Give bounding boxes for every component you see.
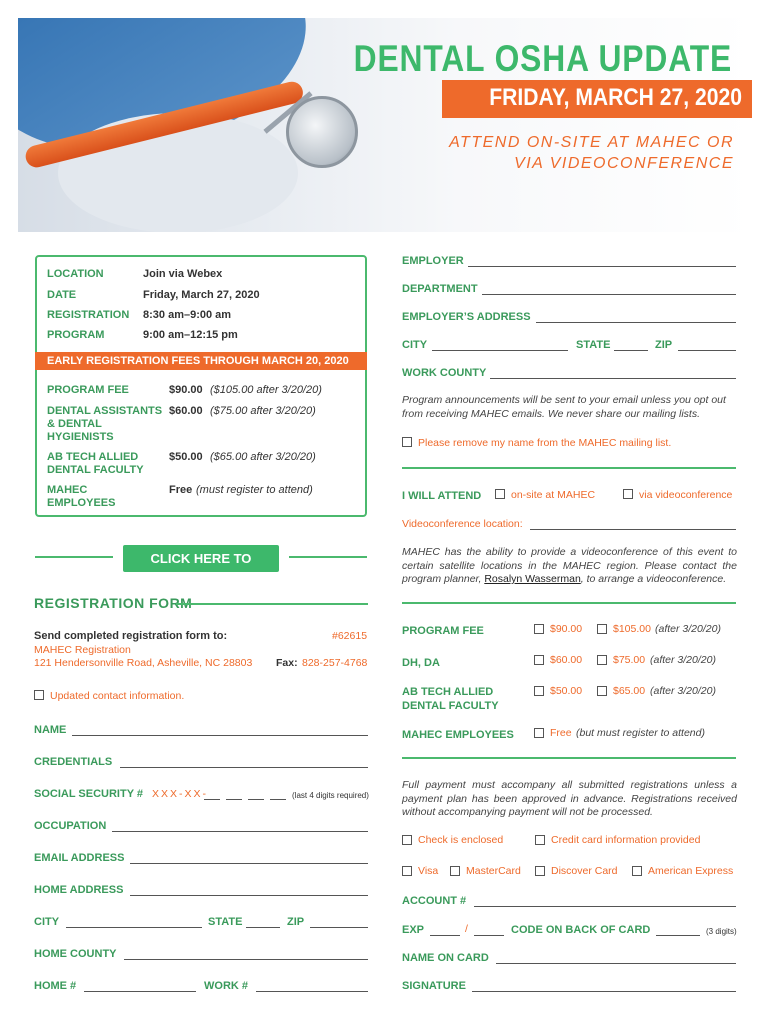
ssn-digit-4[interactable]	[270, 799, 286, 800]
discover-checkbox[interactable]	[535, 866, 545, 876]
employers-address-label: EMPLOYER’S ADDRESS	[402, 311, 531, 323]
fee-after-mahec: (must register to attend)	[196, 484, 313, 496]
subtitle-line2: VIA VIDEOCONFERENCE	[514, 155, 734, 172]
ssn-digit-3[interactable]	[248, 799, 264, 800]
address-line2: 121 Hendersonville Road, Asheville, NC 28803	[34, 657, 253, 669]
payment-note: Full payment must accompany all submitted registrations unless a payment plan has been approved in advance. Registrations received without accompanying payment will not be processed.	[402, 779, 737, 818]
exp-month-field[interactable]	[430, 935, 460, 936]
program-fee-late-checkbox[interactable]	[597, 624, 607, 634]
will-attend-label: I WILL ATTEND	[402, 490, 482, 502]
program-fee-late-amount: $105.00	[613, 623, 651, 635]
videoconference-checkbox[interactable]	[623, 489, 633, 499]
mahec-free-checkbox[interactable]	[534, 728, 544, 738]
fee-amount-program: $90.00	[169, 384, 203, 396]
employer-city-label: CITY	[402, 339, 428, 351]
right-fee-label-mahec: MAHEC EMPLOYEES	[402, 729, 514, 741]
send-form-label: Send completed registration form to:	[34, 630, 228, 642]
registration-value: 8:30 am–9:00 am	[143, 309, 232, 321]
form-heading-rule	[176, 603, 368, 605]
work-county-field[interactable]	[490, 378, 736, 379]
video-para-text: MAHEC has the ability to provide a videoconference of this event to certain satellite locations in the MAHEC region. Please contact the program planner,	[402, 546, 737, 585]
name-on-card-field[interactable]	[496, 963, 736, 964]
subtitle-line1: ATTEND ON-SITE AT MAHEC OR	[449, 134, 734, 151]
zip-label: ZIP	[287, 916, 305, 928]
page-title	[354, 38, 732, 80]
fee-amount-assistants: $60.00	[169, 405, 203, 417]
attend-subtitle	[430, 132, 734, 174]
videoconference-label: via videoconference	[639, 489, 733, 501]
occupation-label: OCCUPATION	[34, 820, 107, 832]
mastercard-label: MasterCard	[466, 865, 521, 877]
registration-label: REGISTRATION	[47, 309, 130, 321]
fee-after-abtech: ($65.00 after 3/20/20)	[210, 451, 316, 463]
ssn-label: SOCIAL SECURITY #	[34, 788, 144, 800]
home-phone-field[interactable]	[84, 991, 196, 992]
abtech-fee-amount: $50.00	[550, 685, 583, 697]
employers-address-field[interactable]	[536, 322, 736, 323]
title-text: DENTAL OSHA UPDATE	[353, 38, 732, 79]
ssn-note: (last 4 digits required)	[292, 791, 369, 800]
video-para-end: , to arrange a videoconference.	[580, 573, 727, 585]
updated-contact-label: Updated contact information.	[50, 690, 185, 702]
click-here-to-register-button[interactable]: CLICK HERE TO REGISTER	[123, 545, 279, 572]
planner-link[interactable]: Rosalyn Wasserman	[484, 573, 581, 585]
early-registration-bar: EARLY REGISTRATION FEES THROUGH MARCH 20, 2020	[35, 352, 367, 370]
ssn-prefix: XXX-XX-	[152, 788, 209, 800]
state-field[interactable]	[246, 927, 280, 928]
ssn-digit-2[interactable]	[226, 799, 242, 800]
divider-right	[289, 556, 367, 558]
program-fee-amount: $90.00	[550, 623, 583, 635]
fee-label-mahec: MAHEC EMPLOYEES	[47, 484, 116, 509]
announcement-note: Program announcements will be sent to your email unless you opt out from receiving MAHEC emails. We never share our mailing lists.	[402, 394, 726, 420]
check-enclosed-label: Check is enclosed	[418, 834, 504, 846]
date-value: Friday, March 27, 2020	[143, 289, 260, 301]
signature-field[interactable]	[472, 991, 736, 992]
program-fee-late-note: (after 3/20/20)	[655, 623, 721, 635]
address-line1: MAHEC Registration	[34, 644, 131, 656]
onsite-checkbox[interactable]	[495, 489, 505, 499]
program-label: PROGRAM	[47, 329, 105, 341]
card-code-digits: (3 digits)	[706, 927, 737, 936]
dhda-fee-checkbox[interactable]	[534, 655, 544, 665]
home-county-label: HOME COUNTY	[34, 948, 117, 960]
home-county-field[interactable]	[124, 959, 368, 960]
form-number: #62615	[332, 630, 368, 642]
abtech-fee-late-amount: $65.00	[613, 685, 646, 697]
visa-checkbox[interactable]	[402, 866, 412, 876]
fee-after-program: ($105.00 after 3/20/20)	[210, 384, 322, 396]
name-label: NAME	[34, 724, 67, 736]
video-location-field[interactable]	[530, 529, 736, 530]
program-value: 9:00 am–12:15 pm	[143, 329, 238, 341]
card-code-field[interactable]	[656, 935, 700, 936]
event-date: FRIDAY, MARCH 27, 2020	[489, 84, 742, 111]
email-label: EMAIL ADDRESS	[34, 852, 125, 864]
dental-mirror-icon	[286, 96, 358, 168]
fee-amount-abtech: $50.00	[169, 451, 203, 463]
card-code-label: CODE ON BACK OF CARD	[511, 924, 651, 936]
fee-label-abtech: AB TECH ALLIED DENTAL FACULTY	[47, 451, 144, 476]
occupation-field[interactable]	[112, 831, 368, 832]
work-phone-label: WORK #	[204, 980, 248, 992]
fax-label: Fax:	[276, 657, 298, 669]
right-fee-label-abtech: AB TECH ALLIED DENTAL FACULTY	[402, 686, 499, 712]
fee-amount-mahec: Free	[169, 484, 193, 496]
work-phone-field[interactable]	[256, 991, 368, 992]
updated-contact-checkbox[interactable]	[34, 690, 44, 700]
date-label: DATE	[47, 289, 77, 301]
employer-zip-label: ZIP	[655, 339, 673, 351]
onsite-label: on-site at MAHEC	[511, 489, 596, 501]
remove-mailing-label: Please remove my name from the MAHEC mailing list.	[418, 437, 672, 449]
exp-label: EXP	[402, 924, 425, 936]
account-field[interactable]	[474, 906, 736, 907]
dhda-fee-late-note: (after 3/20/20)	[650, 654, 716, 666]
department-field[interactable]	[482, 294, 736, 295]
mahec-free-note: (but must register to attend)	[576, 727, 705, 739]
remove-mailing-checkbox[interactable]	[402, 437, 412, 447]
city-field[interactable]	[66, 927, 202, 928]
right-fee-label-dhda: DH, DA	[402, 657, 440, 669]
video-location-label: Videoconference location:	[402, 518, 523, 530]
visa-label: Visa	[418, 865, 439, 877]
divider-left	[35, 556, 113, 558]
dhda-fee-amount: $60.00	[550, 654, 583, 666]
credentials-field[interactable]	[120, 767, 368, 768]
fax-value: 828-257-4768	[302, 657, 368, 669]
ssn-digit-1[interactable]	[204, 799, 220, 800]
employer-state-label: STATE	[576, 339, 611, 351]
employer-field[interactable]	[468, 266, 736, 267]
employer-state-field[interactable]	[614, 350, 648, 351]
abtech-fee-checkbox[interactable]	[534, 686, 544, 696]
home-address-label: HOME ADDRESS	[34, 884, 124, 896]
amex-checkbox[interactable]	[632, 866, 642, 876]
program-fee-checkbox[interactable]	[534, 624, 544, 634]
city-label: CITY	[34, 916, 60, 928]
account-label: ACCOUNT #	[402, 895, 467, 907]
abtech-fee-late-note: (after 3/20/20)	[650, 685, 716, 697]
employer-label: EMPLOYER	[402, 255, 464, 267]
fee-label-program: PROGRAM FEE	[47, 384, 129, 396]
divider-payment-top	[402, 757, 736, 759]
header-banner	[18, 18, 752, 232]
exp-slash: /	[465, 923, 468, 935]
exp-year-field[interactable]	[474, 935, 504, 936]
name-field[interactable]	[72, 735, 368, 736]
dhda-fee-late-amount: $75.00	[613, 654, 646, 666]
divider-fees-top	[402, 602, 736, 604]
email-field[interactable]	[130, 863, 368, 864]
location-label: LOCATION	[47, 268, 104, 280]
employer-zip-field[interactable]	[678, 350, 736, 351]
home-address-field[interactable]	[130, 895, 368, 896]
videoconference-paragraph	[402, 546, 737, 587]
registration-form-heading: REGISTRATION FORM	[34, 595, 193, 611]
abtech-fee-late-checkbox[interactable]	[597, 686, 607, 696]
discover-label: Discover Card	[551, 865, 618, 877]
work-county-label: WORK COUNTY	[402, 367, 487, 379]
amex-label: American Express	[648, 865, 734, 877]
department-label: DEPARTMENT	[402, 283, 478, 295]
signature-label: SIGNATURE	[402, 980, 466, 992]
credit-card-checkbox[interactable]	[535, 835, 545, 845]
employer-city-field[interactable]	[432, 350, 568, 351]
check-enclosed-checkbox[interactable]	[402, 835, 412, 845]
location-value: Join via Webex	[143, 268, 223, 280]
credentials-label: CREDENTIALS	[34, 756, 113, 768]
fee-after-assistants: ($75.00 after 3/20/20)	[210, 405, 316, 417]
home-phone-label: HOME #	[34, 980, 77, 992]
mastercard-checkbox[interactable]	[450, 866, 460, 876]
zip-field[interactable]	[310, 927, 368, 928]
name-on-card-label: NAME ON CARD	[402, 952, 489, 964]
divider-attend-top	[402, 467, 736, 469]
fee-label-assistants: DENTAL ASSISTANTS & DENTAL HYGIENISTS	[47, 405, 163, 443]
right-fee-label-program: PROGRAM FEE	[402, 625, 484, 637]
credit-card-label: Credit card information provided	[551, 834, 701, 846]
dhda-fee-late-checkbox[interactable]	[597, 655, 607, 665]
mahec-free-amount: Free	[550, 727, 572, 739]
state-label: STATE	[208, 916, 243, 928]
